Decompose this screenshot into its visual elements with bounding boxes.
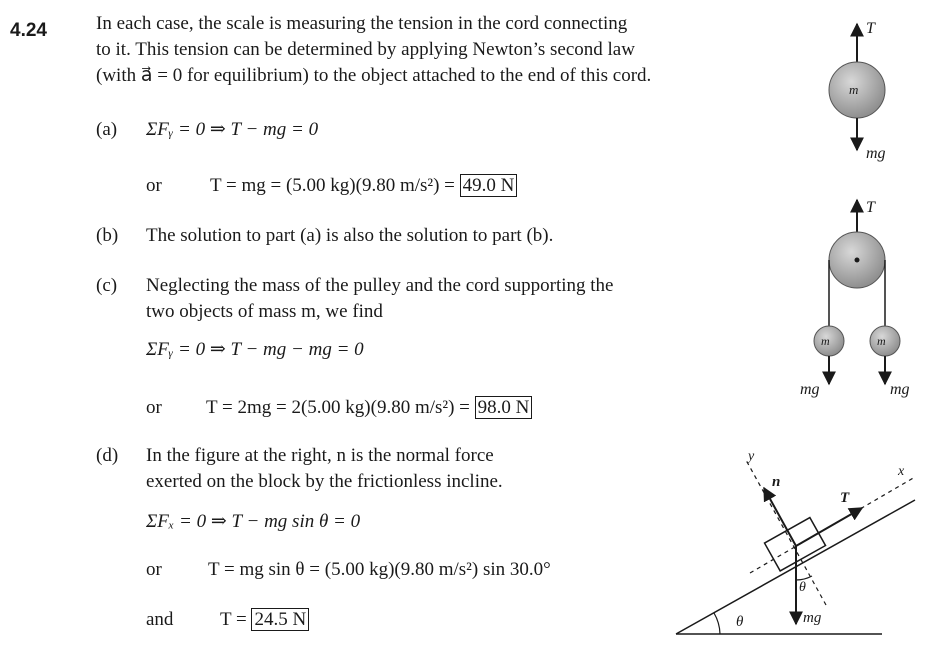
- part-d-equation-1: ΣFₓ = 0 ⇒ T − mg sin θ = 0: [146, 511, 361, 532]
- normal-force-label: n: [772, 474, 781, 490]
- part-a-equation-1: ΣFᵧ = 0 ⇒ T − mg = 0: [146, 119, 319, 140]
- part-c-label: (c): [96, 275, 118, 296]
- part-d-equation-3: T =: [220, 609, 247, 630]
- intro-line-1: In each case, the scale is measuring the tension in the cord connecting: [96, 13, 628, 34]
- part-c-equation-1: ΣFᵧ = 0 ⇒ T − mg − mg = 0: [146, 339, 364, 360]
- block-angle-label: θ: [799, 580, 806, 595]
- part-d-label: (d): [96, 445, 119, 466]
- y-axis-label: y: [748, 449, 755, 464]
- weight-label: mg: [866, 145, 886, 162]
- part-a-or: or: [146, 175, 162, 196]
- part-c-text-2: two objects of mass m, we find: [146, 301, 383, 322]
- part-a-equation-2: T = mg = (5.00 kg)(9.80 m/s²) =: [210, 175, 455, 196]
- part-b-label: (b): [96, 225, 119, 246]
- intro-line-3: (with a⃗ = 0 for equilibrium) to the object attached to the end of this cord.: [96, 65, 652, 86]
- part-d-or: or: [146, 559, 162, 580]
- part-b-text: The solution to part (a) is also the solution to part (b).: [146, 225, 554, 246]
- part-d-text-2: exerted on the block by the frictionless incline.: [146, 471, 503, 492]
- incline-angle-label: θ: [736, 614, 744, 630]
- part-d-text-1: In the figure at the right, n is the normal force: [146, 445, 494, 466]
- figure-a-hanging-mass: [829, 20, 886, 162]
- part-d-equation-2: T = mg sin θ = (5.00 kg)(9.80 m/s²) sin 30.0°: [208, 559, 551, 580]
- part-d-and: and: [146, 609, 174, 630]
- part-c-or: or: [146, 397, 162, 418]
- right-weight-label: mg: [890, 381, 910, 398]
- tension-force-label: T: [840, 490, 850, 506]
- problem-number: 4.24: [10, 20, 47, 41]
- pulley-axle: [855, 258, 860, 263]
- incline-angle-arc: [714, 613, 720, 634]
- x-axis-label: x: [898, 464, 905, 479]
- part-a-label: (a): [96, 119, 118, 140]
- figure-c-pulley: [800, 199, 910, 398]
- part-c-text-1: Neglecting the mass of the pulley and the cord supporting the: [146, 275, 614, 296]
- left-mass-label: m: [821, 334, 830, 348]
- part-c-equation-2: T = 2mg = 2(5.00 kg)(9.80 m/s²) =: [206, 397, 470, 418]
- pulley-tension-label: T: [866, 199, 875, 216]
- part-d-answer-box: 24.5 N: [251, 608, 309, 631]
- part-c-answer-box: 98.0 N: [475, 396, 533, 419]
- part-a-answer-box: 49.0 N: [460, 174, 518, 197]
- weight-force-label: mg: [803, 610, 822, 626]
- intro-line-2: to it. This tension can be determined by applying Newton’s second law: [96, 39, 635, 60]
- right-mass-label: m: [877, 334, 886, 348]
- tension-label: T: [866, 20, 875, 37]
- mass-label: m: [849, 82, 859, 97]
- left-weight-label: mg: [800, 381, 820, 398]
- figure-d-incline: [676, 449, 915, 634]
